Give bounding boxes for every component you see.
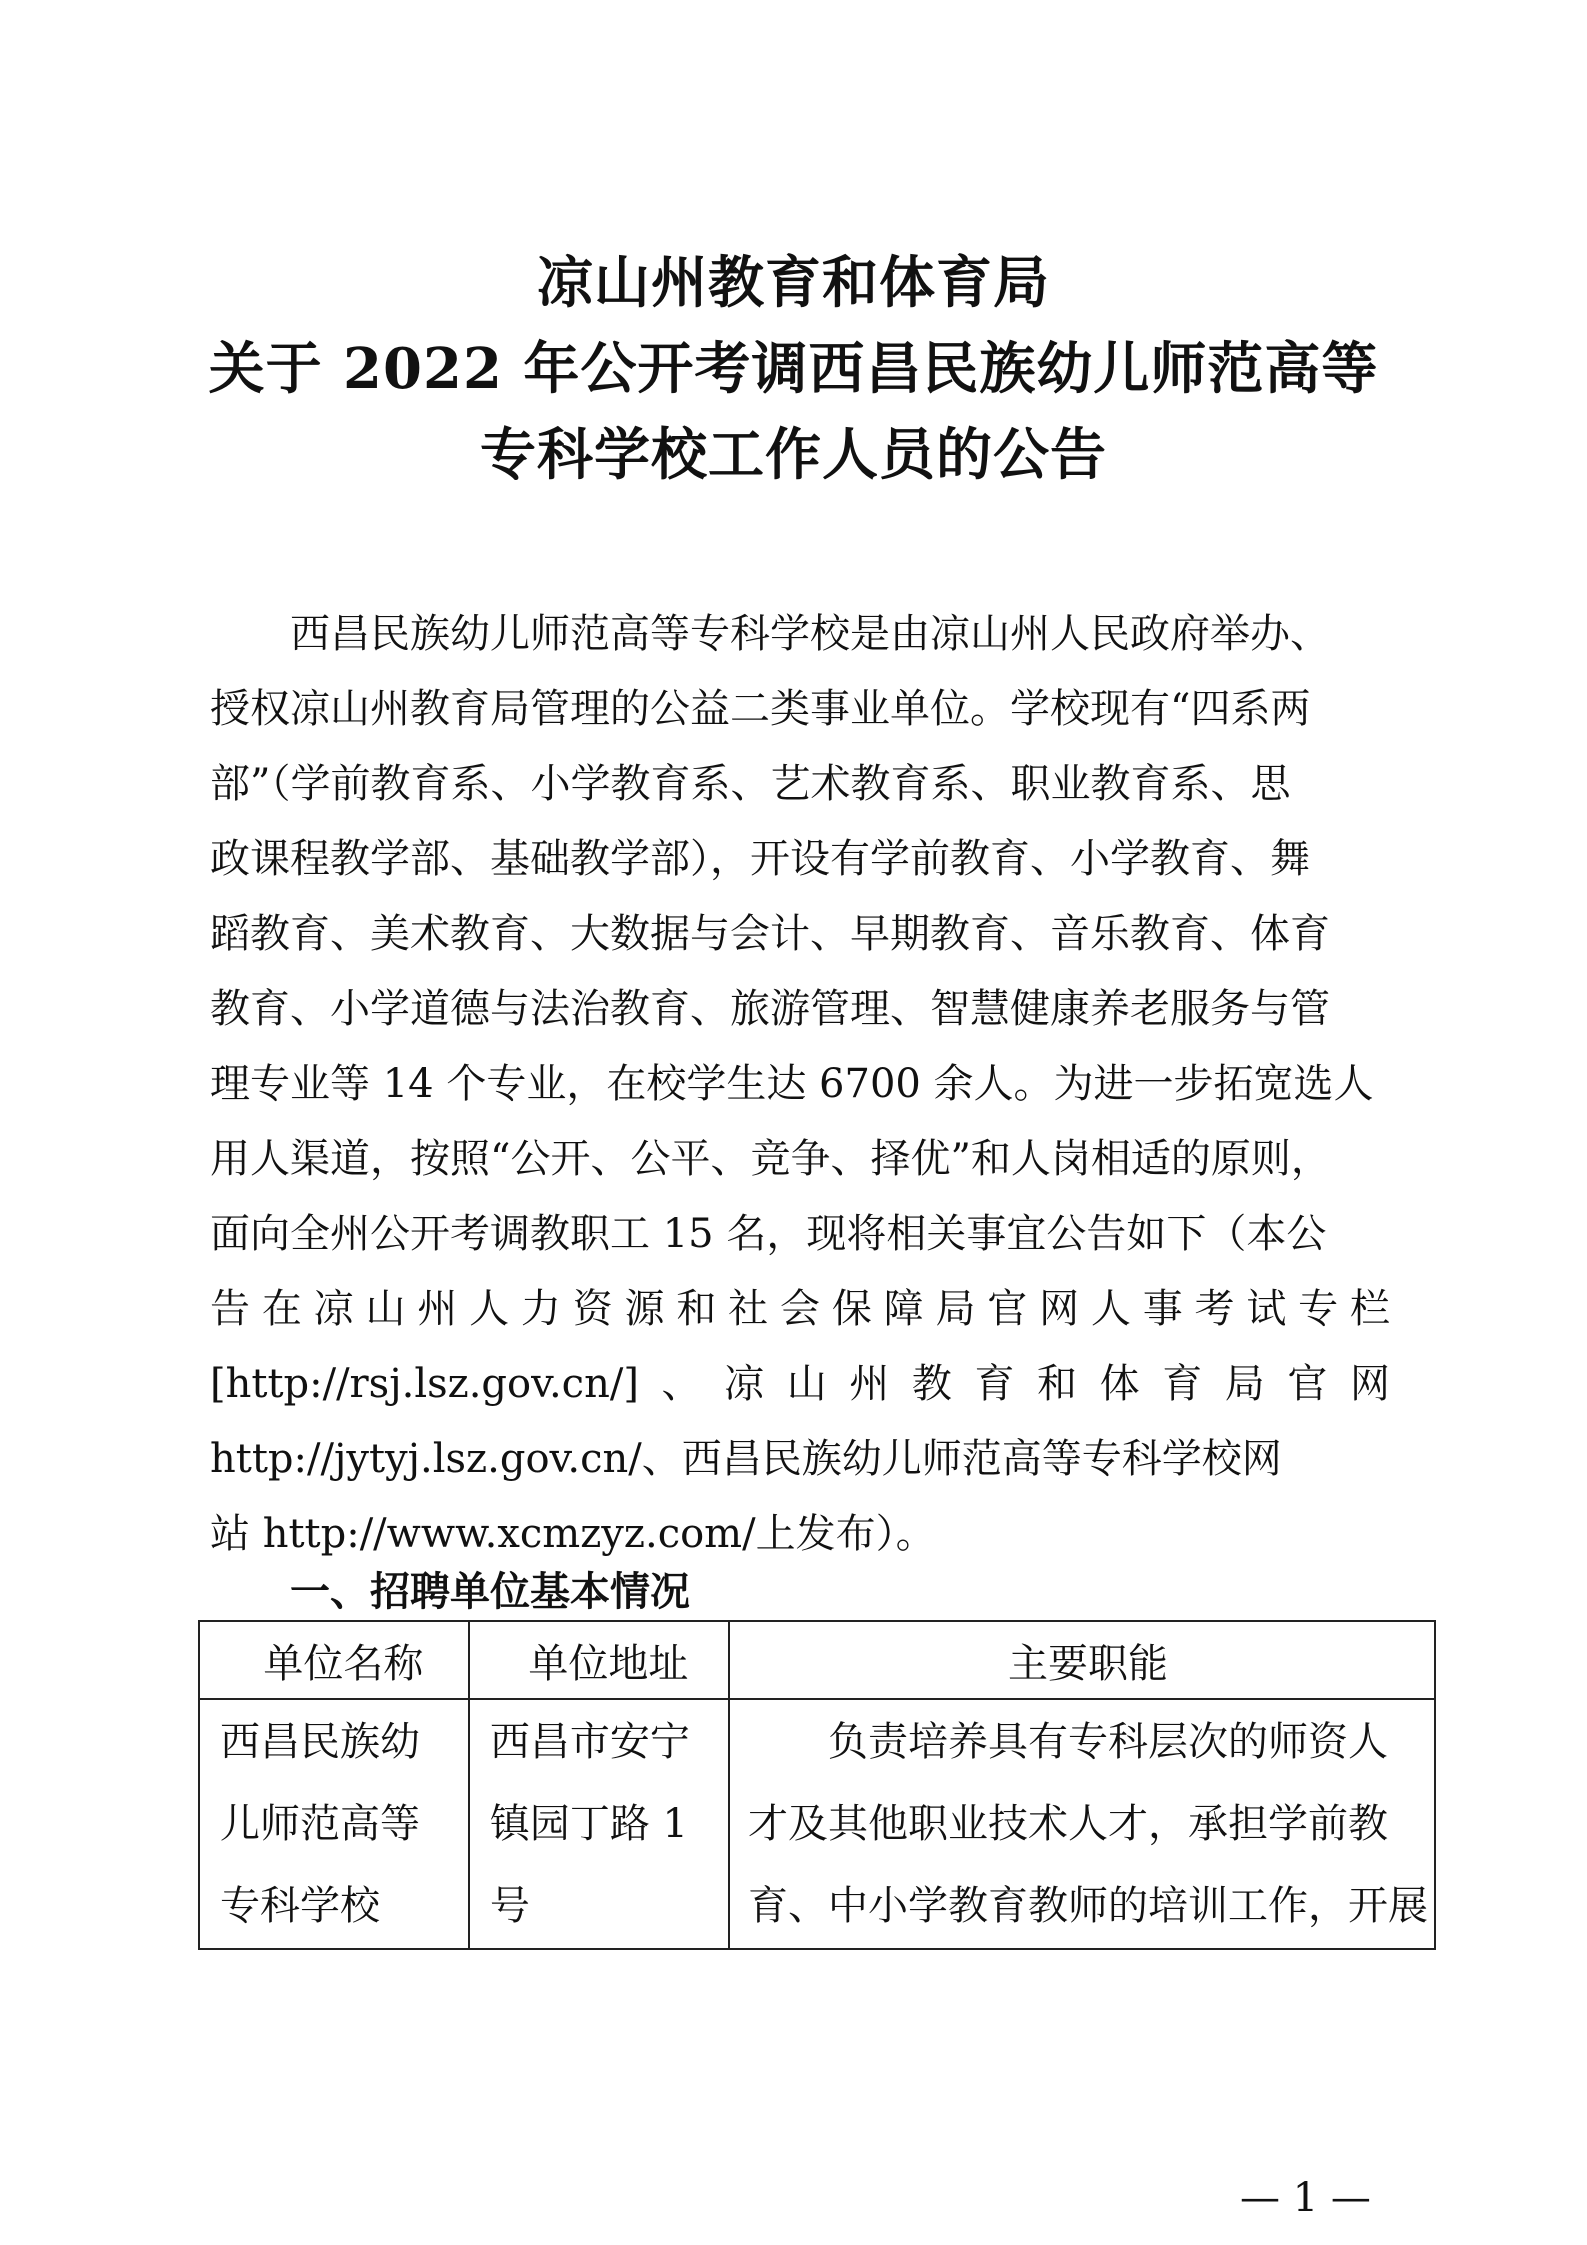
cell-line: 育、中小学教育教师的培训工作，开展 [748, 1883, 1428, 1929]
intro-paragraph [210, 597, 1390, 1572]
body-line: 站 http://www.xcmzyz.com/上发布）。 [210, 1511, 936, 1557]
cell-line: 西昌民族幼 [220, 1719, 420, 1765]
cell-line: 镇园丁路 1 [489, 1801, 689, 1847]
title-line-2: 关于 2022 年公开考调西昌民族幼儿师范高等 [208, 336, 1379, 402]
body-line: 理专业等 14 个专业，在校学生达 6700 余人。为进一步拓宽选人 [210, 1061, 1374, 1107]
cell-line: 负责培养具有专科层次的师资人 [828, 1719, 1388, 1765]
table-row [199, 1699, 1435, 1949]
body-line: 部”（学前教育系、小学教育系、艺术教育系、职业教育系、思 [210, 761, 1291, 807]
cell-line: 号 [489, 1883, 530, 1929]
body-line: 面向全州公开考调教职工 15 名，现将相关事宜公告如下（本公 [210, 1211, 1327, 1257]
cell-line: 西昌市安宁 [489, 1719, 690, 1765]
page-number: — 1 — [1240, 2175, 1371, 2221]
body-line: 西昌民族幼儿师范高等专科学校是由凉山州人民政府举办、 [290, 611, 1330, 657]
body-line: 教育、小学道德与法治教育、旅游管理、智慧健康养老服务与管 [210, 986, 1330, 1032]
cell-line: 儿师范高等 [220, 1801, 420, 1847]
body-line: 蹈教育、美术教育、大数据与会计、早期教育、音乐教育、体育 [210, 911, 1330, 957]
title-line-1: 凉山州教育和体育局 [537, 250, 1050, 316]
table-header-row [199, 1621, 1435, 1699]
body-line: 政课程教学部、基础教学部），开设有学前教育、小学教育、舞 [210, 836, 1310, 882]
body-line: 告在凉山州人力资源和社会保障局官网人事考试专栏 [210, 1286, 1390, 1332]
title-line-3: 专科学校工作人员的公告 [480, 422, 1107, 488]
body-line: [http://rsj.lsz.gov.cn/]、凉山州教育和体育局官网 [210, 1361, 1390, 1407]
cell-main-function [729, 1699, 1435, 1949]
document-title [0, 240, 1587, 498]
body-line: http://jytyj.lsz.gov.cn/、西昌民族幼儿师范高等专科学校网 [210, 1436, 1282, 1482]
body-line: 授权凉山州教育局管理的公益二类事业单位。学校现有“四系两 [210, 686, 1311, 732]
cell-unit-address [469, 1699, 729, 1949]
cell-line: 专科学校 [220, 1883, 380, 1929]
cell-unit-name [199, 1699, 469, 1949]
header-unit-name: 单位名称 [199, 1621, 469, 1699]
section-heading-1: 一、招聘单位基本情况 [290, 1569, 690, 1615]
body-line: 用人渠道，按照“公开、公平、竞争、择优”和人岗相适的原则， [210, 1136, 1331, 1182]
unit-info-table [198, 1620, 1436, 1950]
header-main-function: 主要职能 [729, 1621, 1435, 1699]
cell-line: 才及其他职业技术人才，承担学前教 [748, 1801, 1388, 1847]
header-unit-address: 单位地址 [469, 1621, 729, 1699]
